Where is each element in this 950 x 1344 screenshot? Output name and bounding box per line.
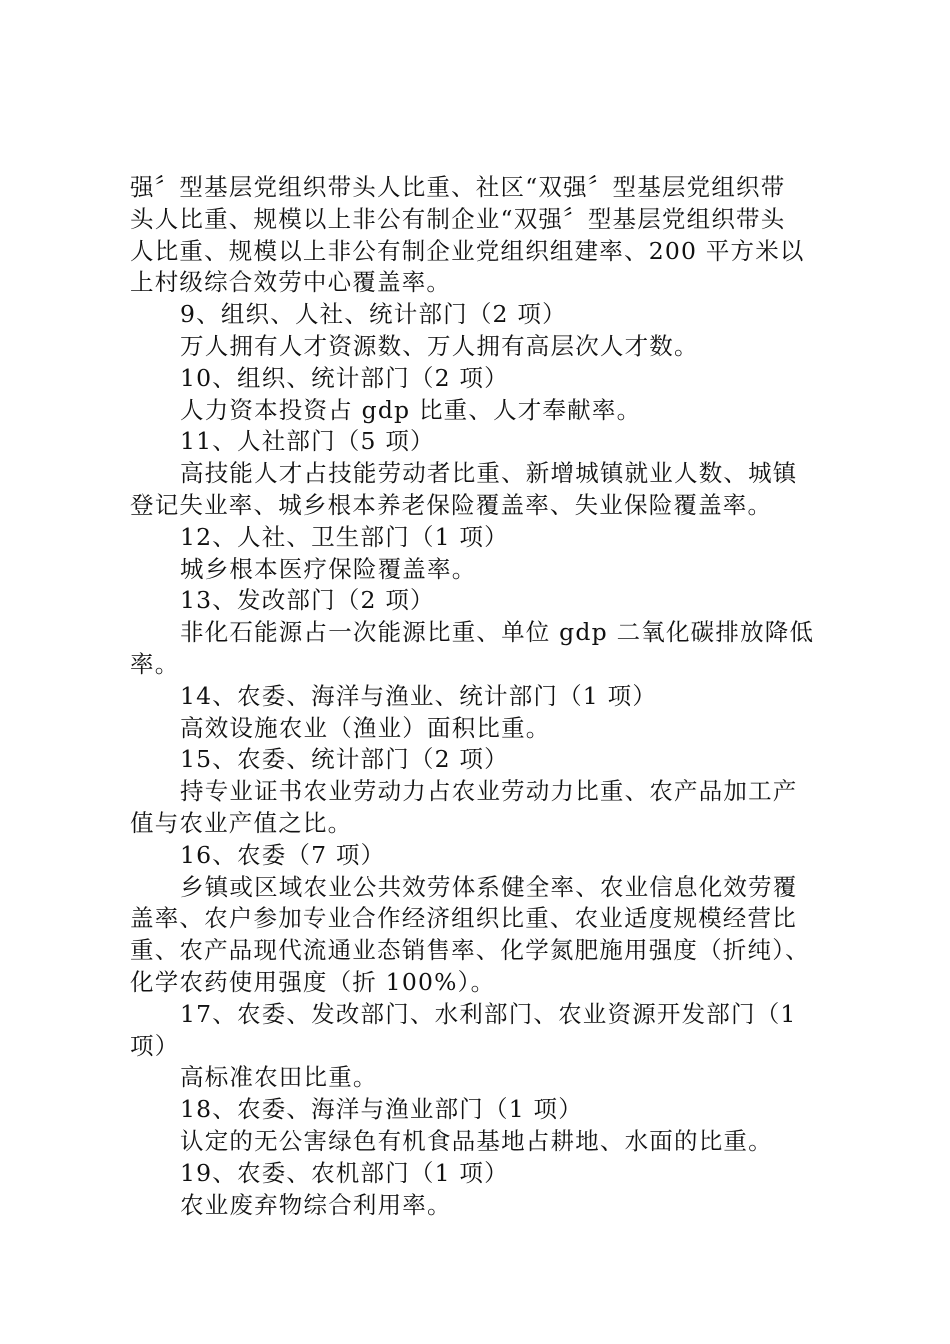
text-line: 高标准农田比重。: [180, 1063, 378, 1092]
section-heading: 17、农委、发改部门、水利部门、农业资源开发部门（1: [180, 999, 797, 1028]
section-heading: 15、农委、统计部门（2 项）: [180, 745, 509, 774]
section-heading: 11、人社部门（5 项）: [180, 427, 435, 456]
text-line: 人比重、规模以上非公有制企业党组织组建率、200 平方米以: [130, 236, 805, 265]
text-line: 高效设施农业（渔业）面积比重。: [180, 713, 551, 742]
text-line: 农业废弃物综合利用率。: [180, 1190, 452, 1219]
section-heading: 9、组织、人社、统计部门（2 项）: [180, 300, 567, 329]
section-heading: 16、农委（7 项）: [180, 840, 386, 869]
section-heading: 13、发改部门（2 项）: [180, 586, 435, 615]
text-line: 重、农产品现代流通业态销售率、化学氮肥施用强度（折纯）、: [130, 936, 810, 965]
text-line: 项）: [130, 1031, 180, 1060]
document-body: [130, 172, 820, 1221]
text-line: 登记失业率、城乡根本养老保险覆盖率、失业保险覆盖率。: [130, 490, 773, 519]
text-line: 城乡根本医疗保险覆盖率。: [180, 554, 477, 583]
text-line: 非化石能源占一次能源比重、单位 gdp 二氧化碳排放降低: [180, 618, 815, 647]
text-line: 人力资本投资占 gdp 比重、人才奉献率。: [180, 395, 642, 424]
section-heading: 19、农委、农机部门（1 项）: [180, 1158, 509, 1187]
text-line: 乡镇或区域农业公共效劳体系健全率、农业信息化效劳覆: [180, 872, 798, 901]
text-line: 值与农业产值之比。: [130, 808, 353, 837]
section-heading: 18、农委、海洋与渔业部门（1 项）: [180, 1095, 583, 1124]
text-line: 持专业证书农业劳动力占农业劳动力比重、农产品加工产: [180, 777, 798, 806]
text-line: 高技能人才占技能劳动者比重、新增城镇就业人数、城镇: [180, 459, 798, 488]
text-line: 强〞型基层党组织带头人比重、社区“双强〞型基层党组织带: [130, 173, 786, 201]
text-line: 头人比重、规模以上非公有制企业“双强〞型基层党组织带头: [130, 204, 786, 233]
text-line: 盖率、农户参加专业合作经济组织比重、农业适度规模经营比: [130, 904, 797, 933]
text-line: 化学农药使用强度（折 100%）。: [130, 967, 496, 996]
section-heading: 14、农委、海洋与渔业、统计部门（1 项）: [180, 681, 658, 710]
text-line: 上村级综合效劳中心覆盖率。: [130, 268, 452, 297]
text-line: 认定的无公害绿色有机食品基地占耕地、水面的比重。: [180, 1126, 773, 1155]
text-line: 率。: [130, 649, 180, 678]
text-line: 万人拥有人才资源数、万人拥有高层次人才数。: [180, 331, 699, 360]
section-heading: 10、组织、统计部门（2 项）: [180, 363, 509, 392]
section-heading: 12、人社、卫生部门（1 项）: [180, 522, 509, 551]
